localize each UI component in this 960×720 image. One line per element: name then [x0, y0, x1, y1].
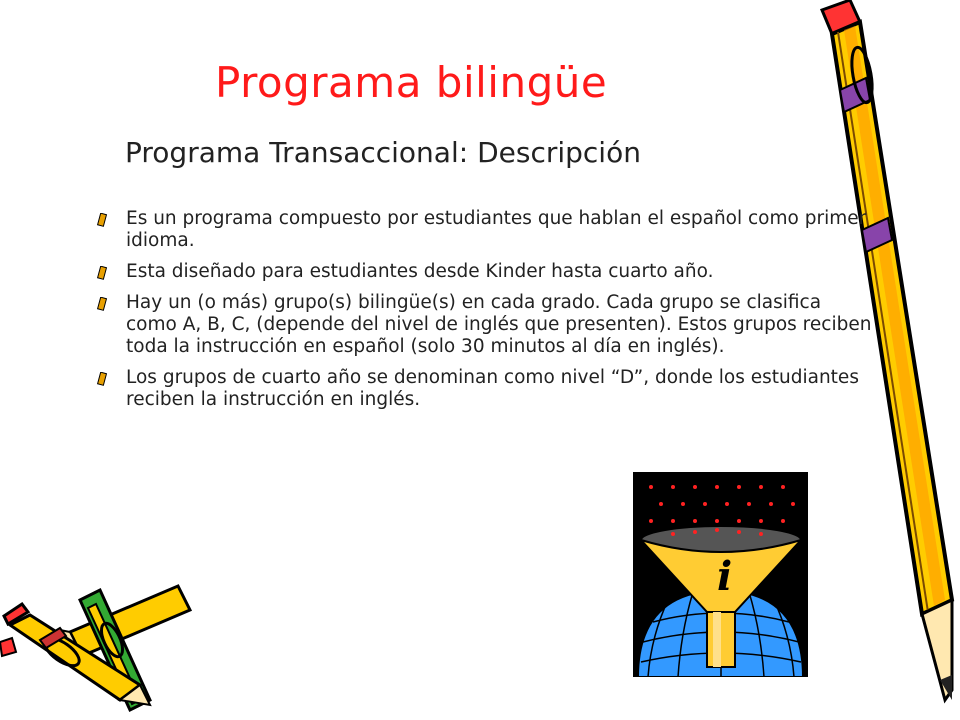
funnel-letter: i — [717, 553, 733, 600]
bullet-icon — [96, 297, 110, 311]
slide-title: Programa bilingüe — [215, 58, 608, 107]
list-item — [96, 367, 876, 411]
list-item — [96, 292, 876, 358]
list-item — [96, 261, 876, 283]
crayons-icon — [0, 580, 200, 720]
bullet-text: Esta diseñado para estudiantes desde Kinder hasta cuarto año. — [126, 261, 714, 282]
bullet-list — [96, 208, 876, 420]
bullet-text: Es un programa compuesto por estudiantes que hablan el español como primer idioma. — [126, 208, 867, 251]
bullet-icon — [96, 266, 110, 280]
slide-subtitle: Programa Transaccional: Descripción — [125, 136, 641, 169]
info-funnel-icon — [633, 472, 808, 677]
bullet-icon — [96, 213, 110, 227]
list-item — [96, 208, 876, 252]
bullet-text: Los grupos de cuarto año se denominan como nivel “D”, donde los estudiantes reciben la instrucción en inglés. — [126, 367, 859, 410]
bullet-text: Hay un (o más) grupo(s) bilingüe(s) en cada grado. Cada grupo se clasifica como A, B, C, (depende del nivel de inglés que presenten). Estos grupos reciben toda la instrucción en español (solo 30 minutos al día en inglés). — [126, 292, 872, 357]
bullet-icon — [96, 372, 110, 386]
